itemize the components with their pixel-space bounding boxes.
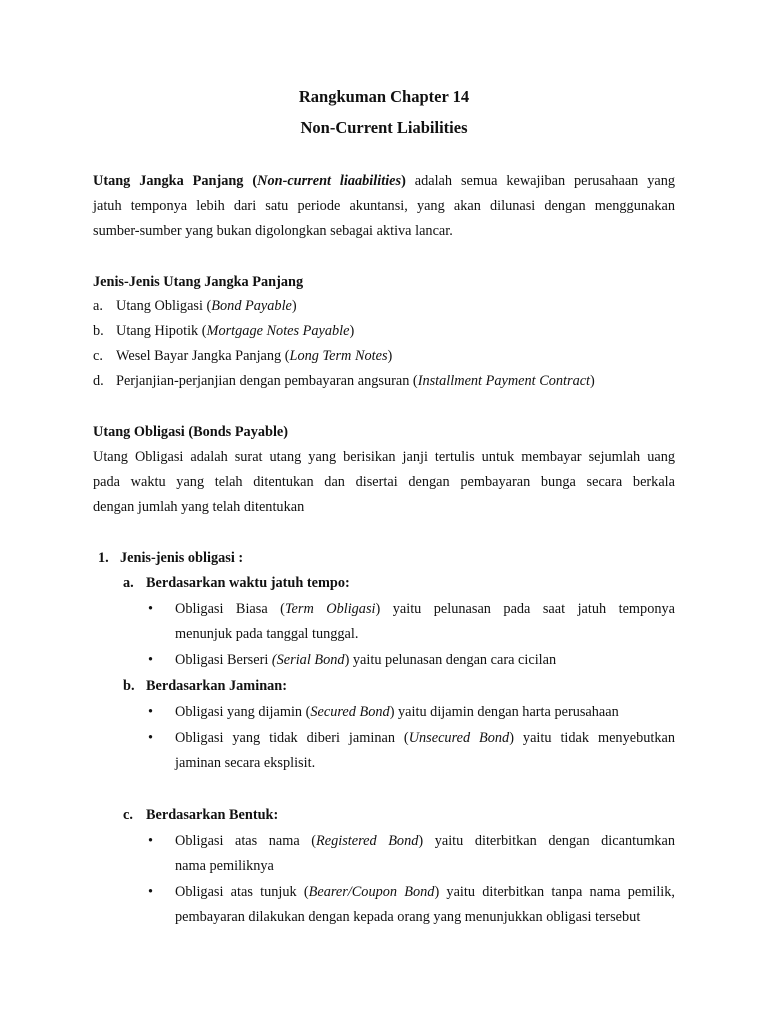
list-item: b. Utang Hipotik (Mortgage Notes Payable): [93, 323, 355, 339]
page-subtitle: Non-Current Liabilities: [300, 118, 468, 137]
types-heading: Jenis-Jenis Utang Jangka Panjang: [93, 274, 304, 290]
bullet-line: Obligasi yang tidak diberi jaminan (Unsecured Bond) yaitu tidak menyebutkan: [175, 730, 675, 746]
bullet-line: Obligasi atas tunjuk (Bearer/Coupon Bond) yaitu diterbitkan tanpa nama pemilik,: [175, 884, 675, 900]
bonds-line-1: Utang Obligasi adalah surat utang yang berisikan janji tertulis untuk membayar sejumlah uang: [93, 449, 675, 465]
bullet-line: Obligasi yang dijamin (Secured Bond) yaitu dijamin dengan harta perusahaan: [175, 704, 619, 720]
intro-line-1-rest: adalah semua kewajiban perusahaan yang: [414, 173, 675, 189]
list-item: d. Perjanjian-perjanjian dengan pembayaran angsuran (Installment Payment Contract): [93, 373, 595, 389]
intro-term-open: (: [252, 173, 258, 189]
bullet-icon: •: [148, 704, 154, 720]
bullet-line: Obligasi Biasa (Term Obligasi) yaitu pelunasan pada saat jatuh temponya: [175, 601, 675, 617]
bullet-icon: •: [148, 884, 154, 900]
bullet-continuation: jaminan secara eksplisit.: [175, 755, 316, 771]
bonds-line-3: dengan jumlah yang telah ditentukan: [93, 499, 305, 515]
intro-line-3: sumber-sumber yang bukan digolongkan sebagai aktiva lancar.: [93, 223, 453, 239]
group-heading: c. Berdasarkan Bentuk:: [123, 807, 279, 823]
group-marker: b.: [123, 678, 135, 694]
group-marker: a.: [123, 575, 134, 591]
bullet-icon: •: [148, 833, 154, 849]
bullet-icon: •: [148, 730, 154, 746]
bullet-line: Obligasi Berseri (Serial Bond) yaitu pelunasan dengan cara cicilan: [175, 652, 557, 668]
intro-term-close: ): [401, 173, 406, 189]
list-marker: d.: [93, 373, 104, 389]
group-marker: c.: [123, 807, 133, 823]
numbered-marker: 1.: [98, 550, 109, 566]
bullet-icon: •: [148, 652, 154, 668]
bullet-continuation: menunjuk pada tanggal tunggal.: [175, 626, 359, 642]
group-heading: a. Berdasarkan waktu jatuh tempo:: [123, 575, 350, 591]
group-heading: b. Berdasarkan Jaminan:: [123, 678, 288, 694]
bullet-continuation: nama pemiliknya: [175, 858, 274, 874]
intro-term-italic: Non-current liaabilities: [257, 173, 402, 189]
bullet-line: Obligasi atas nama (Registered Bond) yaitu diterbitkan dengan dicantumkan: [175, 833, 675, 849]
bonds-line-2: pada waktu yang telah ditentukan dan disertai dengan pembayaran bunga secara berkala: [93, 474, 675, 490]
list-marker: c.: [93, 348, 103, 364]
intro-line-1: [93, 172, 675, 190]
list-item: c. Wesel Bayar Jangka Panjang (Long Term Notes): [93, 348, 393, 364]
bond-types-heading: 1. Jenis-jenis obligasi :: [98, 550, 244, 566]
bullet-continuation: pembayaran dilakukan dengan kepada orang yang menunjukkan obligasi tersebut: [175, 909, 641, 925]
intro-term: Utang Jangka Panjang: [93, 173, 244, 189]
bonds-heading: Utang Obligasi (Bonds Payable): [93, 424, 289, 440]
list-marker: a.: [93, 298, 103, 314]
list-item: a. Utang Obligasi (Bond Payable): [93, 298, 297, 314]
bullet-icon: •: [148, 601, 154, 617]
page-title: Rangkuman Chapter 14: [298, 87, 470, 106]
list-marker: b.: [93, 323, 104, 339]
intro-line-2: jatuh temponya lebih dari satu periode akuntansi, yang akan dilunasi dengan menggunakan: [93, 198, 675, 214]
